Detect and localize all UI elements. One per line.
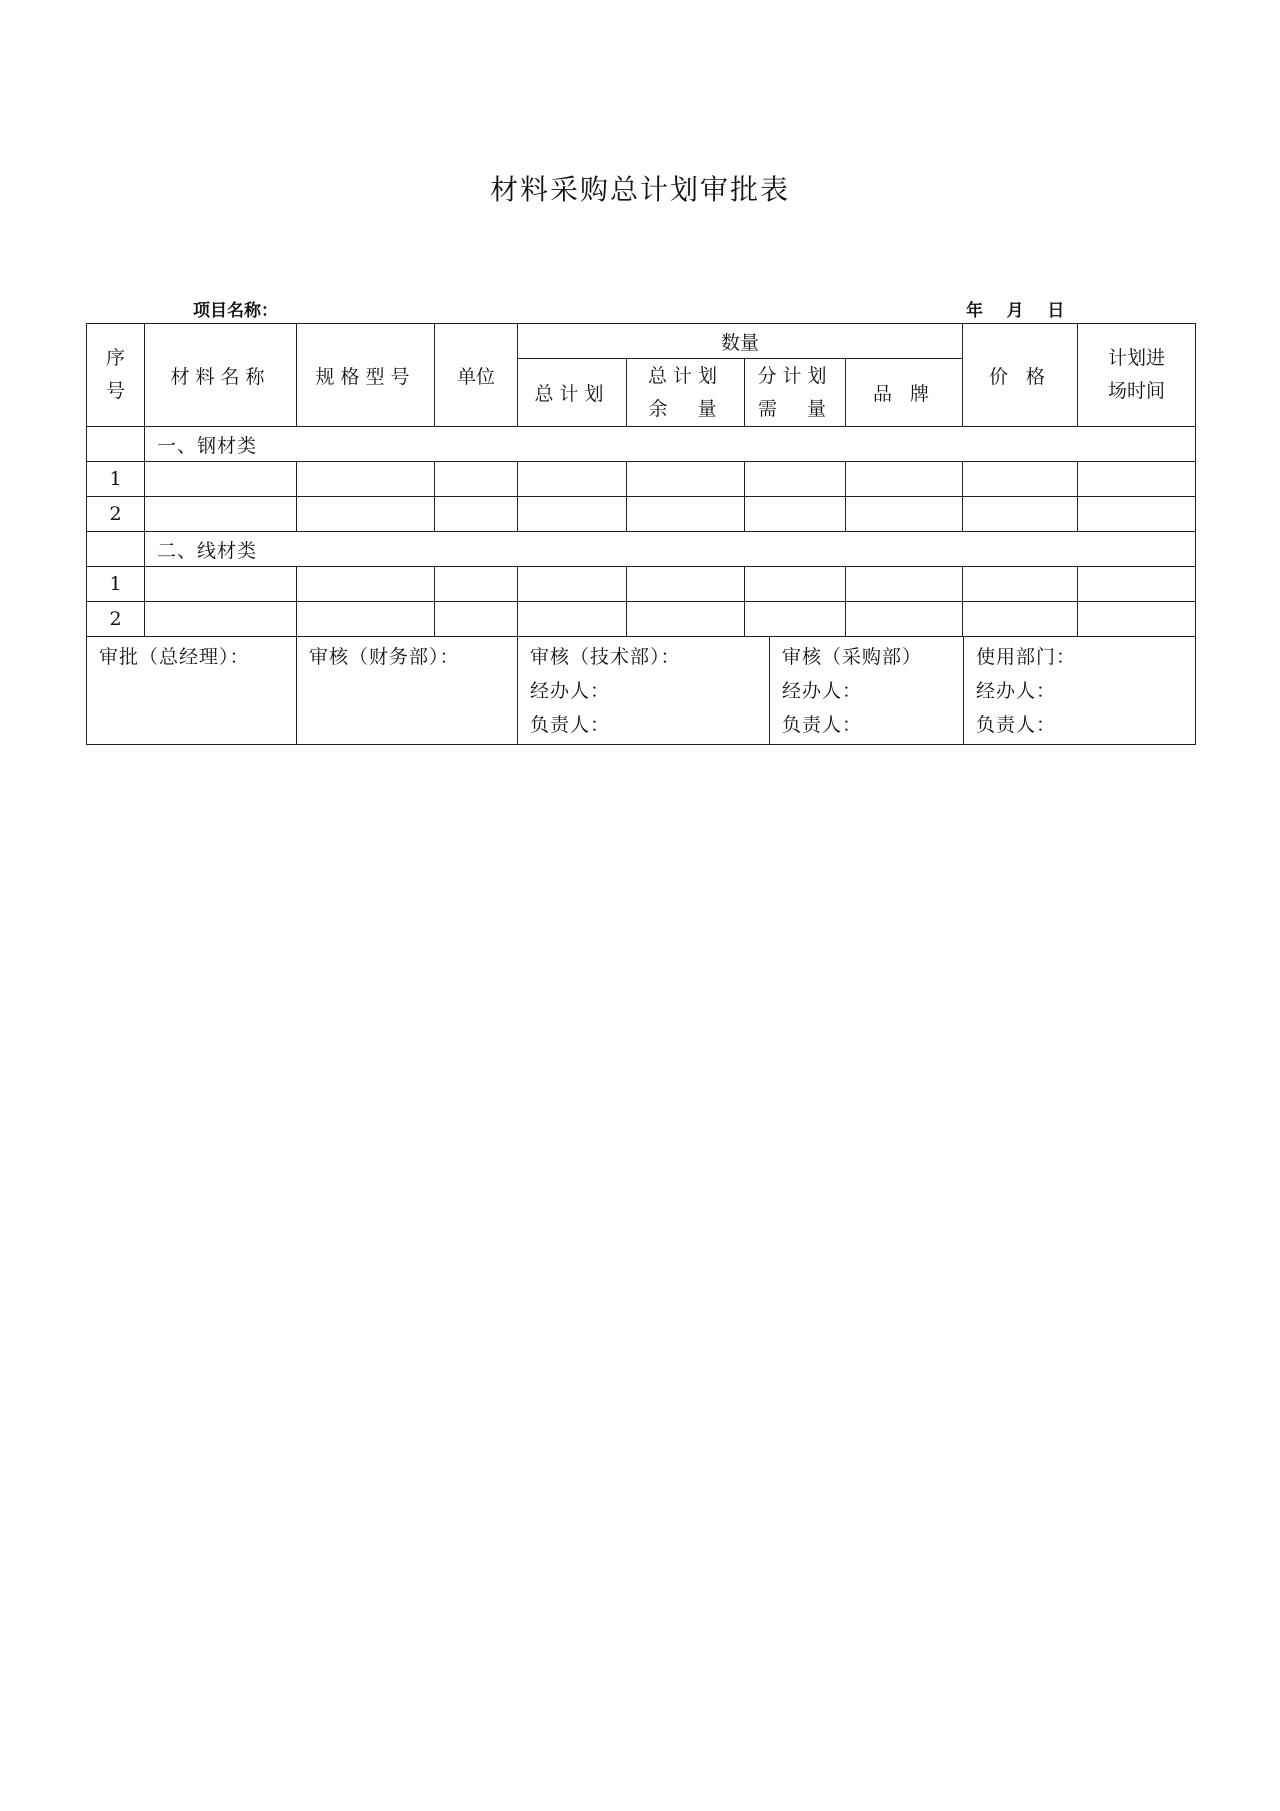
- signature-row: [87, 636, 1196, 745]
- signature-finance-label: 审核（财务部）：: [309, 646, 460, 668]
- header-sub-plan-demand: [745, 359, 846, 427]
- header-entry-time-line2: 场时间: [1108, 380, 1166, 402]
- cell-price[interactable]: [963, 497, 1078, 532]
- cell-total-plan[interactable]: [518, 497, 627, 532]
- signature-user-handler: 经办人：: [976, 680, 1057, 702]
- cell-unit[interactable]: [435, 497, 518, 532]
- cell-material-name[interactable]: [145, 602, 297, 637]
- signature-tech[interactable]: [518, 636, 770, 745]
- row-serial: 1: [87, 462, 145, 497]
- cell-sub-plan-demand[interactable]: [745, 602, 846, 637]
- cell-material-name[interactable]: [145, 567, 297, 602]
- signature-purchase-handler: 经办人：: [782, 680, 863, 702]
- cell-total-plan-remain[interactable]: [627, 497, 745, 532]
- cell-material-name[interactable]: [145, 497, 297, 532]
- header-spec-model: 规格型号: [297, 324, 435, 427]
- page-title: 材料采购总计划审批表: [489, 173, 790, 206]
- cell-sub-plan-demand[interactable]: [745, 567, 846, 602]
- signature-purchase-label: 审核（采购部）: [782, 646, 923, 668]
- cell-total-plan-remain[interactable]: [627, 602, 745, 637]
- signature-gm-label: 审批（总经理）：: [99, 646, 250, 668]
- cell-brand[interactable]: [846, 497, 963, 532]
- cell-price[interactable]: [963, 462, 1078, 497]
- category-serial-cell: [87, 532, 145, 567]
- signature-user-leader: 负责人：: [976, 714, 1057, 736]
- header-sub-plan-demand-line1: 分计划: [757, 364, 833, 387]
- table-row: [87, 567, 1196, 602]
- cell-unit[interactable]: [435, 567, 518, 602]
- table-row: [87, 602, 1196, 637]
- cell-brand[interactable]: [846, 462, 963, 497]
- signature-user-dept-label: 使用部门：: [976, 646, 1077, 668]
- header-serial-line1: 序: [105, 347, 125, 369]
- signature-table: [86, 636, 1196, 745]
- date-label: 年 月 日: [966, 301, 1065, 321]
- header-serial-line2: 号: [105, 380, 125, 402]
- signature-finance[interactable]: [297, 636, 518, 745]
- cell-total-plan[interactable]: [518, 602, 627, 637]
- cell-material-name[interactable]: [145, 462, 297, 497]
- header-total-plan-remain: [627, 359, 745, 427]
- cell-entry-time[interactable]: [1078, 497, 1196, 532]
- header-unit: 单位: [435, 324, 518, 427]
- cell-sub-plan-demand[interactable]: [745, 497, 846, 532]
- table-row: [87, 497, 1196, 532]
- signature-user-dept[interactable]: [964, 636, 1196, 745]
- cell-spec-model[interactable]: [297, 567, 435, 602]
- header-quantity: 数量: [518, 324, 963, 359]
- cell-brand[interactable]: [846, 567, 963, 602]
- signature-gm[interactable]: [87, 636, 297, 745]
- header-sub-plan-demand-line2: 需 量: [757, 397, 833, 420]
- row-serial: 2: [87, 497, 145, 532]
- category-row: [87, 427, 1196, 462]
- cell-spec-model[interactable]: [297, 602, 435, 637]
- cell-spec-model[interactable]: [297, 497, 435, 532]
- signature-tech-leader: 负责人：: [530, 714, 611, 736]
- category-label: 一、钢材类: [145, 427, 1196, 462]
- cell-total-plan[interactable]: [518, 567, 627, 602]
- header-total-plan: 总计划: [518, 359, 627, 427]
- cell-price[interactable]: [963, 567, 1078, 602]
- header-total-plan-remain-line1: 总计划: [647, 364, 723, 387]
- material-plan-table: [86, 323, 1196, 637]
- signature-purchase[interactable]: [770, 636, 964, 745]
- cell-entry-time[interactable]: [1078, 602, 1196, 637]
- category-label: 二、线材类: [145, 532, 1196, 567]
- row-serial: 2: [87, 602, 145, 637]
- header-serial: [87, 324, 145, 427]
- signature-purchase-leader: 负责人：: [782, 714, 863, 736]
- header-brand: 品 牌: [846, 359, 963, 427]
- project-name-label: 项目名称：: [193, 301, 278, 321]
- signature-tech-handler: 经办人：: [530, 680, 611, 702]
- cell-spec-model[interactable]: [297, 462, 435, 497]
- category-serial-cell: [87, 427, 145, 462]
- row-serial: 1: [87, 567, 145, 602]
- header-total-plan-remain-line2: 余 量: [648, 397, 723, 420]
- cell-total-plan-remain[interactable]: [627, 462, 745, 497]
- cell-total-plan[interactable]: [518, 462, 627, 497]
- signature-tech-label: 审核（技术部）：: [530, 646, 681, 668]
- header-entry-time: [1078, 324, 1196, 427]
- cell-total-plan-remain[interactable]: [627, 567, 745, 602]
- table-row: [87, 462, 1196, 497]
- cell-entry-time[interactable]: [1078, 462, 1196, 497]
- category-row: [87, 532, 1196, 567]
- header-material-name: 材料名称: [145, 324, 297, 427]
- cell-entry-time[interactable]: [1078, 567, 1196, 602]
- cell-unit[interactable]: [435, 602, 518, 637]
- cell-sub-plan-demand[interactable]: [745, 462, 846, 497]
- cell-price[interactable]: [963, 602, 1078, 637]
- cell-brand[interactable]: [846, 602, 963, 637]
- cell-unit[interactable]: [435, 462, 518, 497]
- header-entry-time-line1: 计划进: [1108, 347, 1166, 369]
- header-price: 价 格: [963, 324, 1078, 427]
